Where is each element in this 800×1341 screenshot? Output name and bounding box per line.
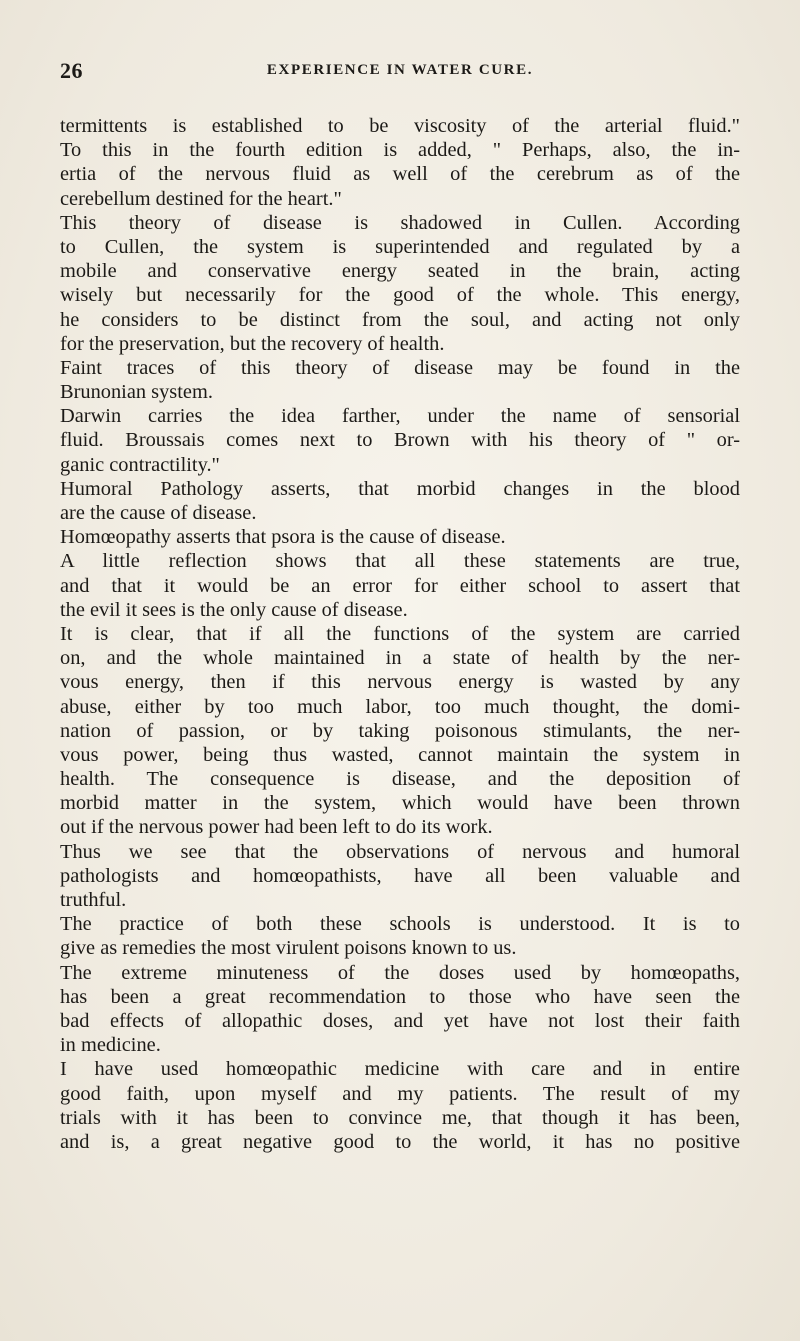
- text-line: Homœopathy asserts that psora is the cause of disease.: [60, 526, 506, 549]
- page-header: [60, 58, 740, 82]
- text-line: are the cause of disease.: [60, 502, 257, 524]
- text-line: give as remedies the most virulent poisons known to us.: [60, 937, 517, 960]
- text-line: fluid. Broussais comes next to Brown with his theory of " or-: [60, 429, 740, 452]
- text-line: Humoral Pathology asserts, that morbid changes in the blood: [60, 477, 740, 500]
- text-line: vous power, being thus wasted, cannot maintain the system in: [60, 743, 740, 766]
- text-line: trials with it has been to convince me, that though it has been,: [60, 1106, 740, 1129]
- text-line: termittents is established to be viscosity of the arterial fluid.": [60, 115, 740, 137]
- text-line: health. The consequence is disease, and the deposition of: [60, 768, 740, 791]
- text-line: The extreme minuteness of the doses used by homœopaths,: [60, 961, 740, 984]
- text-line: cerebellum destined for the heart.": [60, 187, 342, 210]
- text-line: on, and the whole maintained in a state of health by the ner-: [60, 647, 740, 670]
- text-line: wisely but necessarily for the good of the whole. This energy,: [60, 284, 740, 307]
- text-line: pathologists and homœopathists, have all been valuable and: [60, 864, 740, 887]
- text-line: has been a great recommendation to those who have seen the: [60, 985, 740, 1008]
- text-line: Thus we see that the observations of nervous and humoral: [60, 840, 740, 863]
- text-line: Darwin carries the idea farther, under the name of sensorial: [60, 405, 740, 428]
- page-number: 26: [60, 58, 83, 83]
- text-line: and that it would be an error for either school to assert that: [60, 574, 740, 597]
- text-line: morbid matter in the system, which would have been thrown: [60, 792, 740, 815]
- text-line: for the preservation, but the recovery of health.: [60, 332, 445, 355]
- text-line: to Cullen, the system is superintended and regulated by a: [60, 235, 740, 258]
- text-line: It is clear, that if all the functions of the system are carried: [60, 622, 740, 645]
- body-text: [60, 114, 740, 1154]
- text-line: I have used homœopathic medicine with care and in entire: [60, 1058, 740, 1081]
- text-line: out if the nervous power had been left to do its work.: [60, 816, 493, 839]
- running-head: EXPERIENCE IN WATER CURE.: [266, 62, 534, 78]
- text-line: Faint traces of this theory of disease may be found in the: [60, 356, 740, 379]
- text-line: ertia of the nervous fluid as well of the cerebrum as of the: [60, 163, 740, 186]
- text-line: Brunonian system.: [60, 381, 213, 404]
- text-line: and is, a great negative good to the world, it has no positive: [60, 1130, 740, 1153]
- text-line: This theory of disease is shadowed in Cullen. According: [60, 211, 740, 234]
- text-line: To this in the fourth edition is added, " Perhaps, also, the in-: [60, 139, 740, 162]
- text-line: vous energy, then if this nervous energy is wasted by any: [60, 671, 740, 694]
- text-line: good faith, upon myself and my patients. The result of my: [60, 1082, 740, 1105]
- text-line: abuse, either by too much labor, too much thought, the domi-: [60, 695, 740, 718]
- text-line: A little reflection shows that all these statements are true,: [60, 550, 740, 573]
- text-line: the evil it sees is the only cause of disease.: [60, 598, 408, 621]
- text-line: mobile and conservative energy seated in the brain, acting: [60, 260, 740, 283]
- text-line: ganic contractility.": [60, 453, 220, 476]
- text-line: nation of passion, or by taking poisonous stimulants, the ner-: [60, 719, 740, 742]
- text-line: truthful.: [60, 889, 127, 911]
- text-line: bad effects of allopathic doses, and yet have not lost their faith: [60, 1009, 740, 1032]
- text-line: in medicine.: [60, 1034, 161, 1057]
- text-line: The practice of both these schools is understood. It is to: [60, 913, 740, 936]
- text-line: he considers to be distinct from the soul, and acting not only: [60, 308, 740, 331]
